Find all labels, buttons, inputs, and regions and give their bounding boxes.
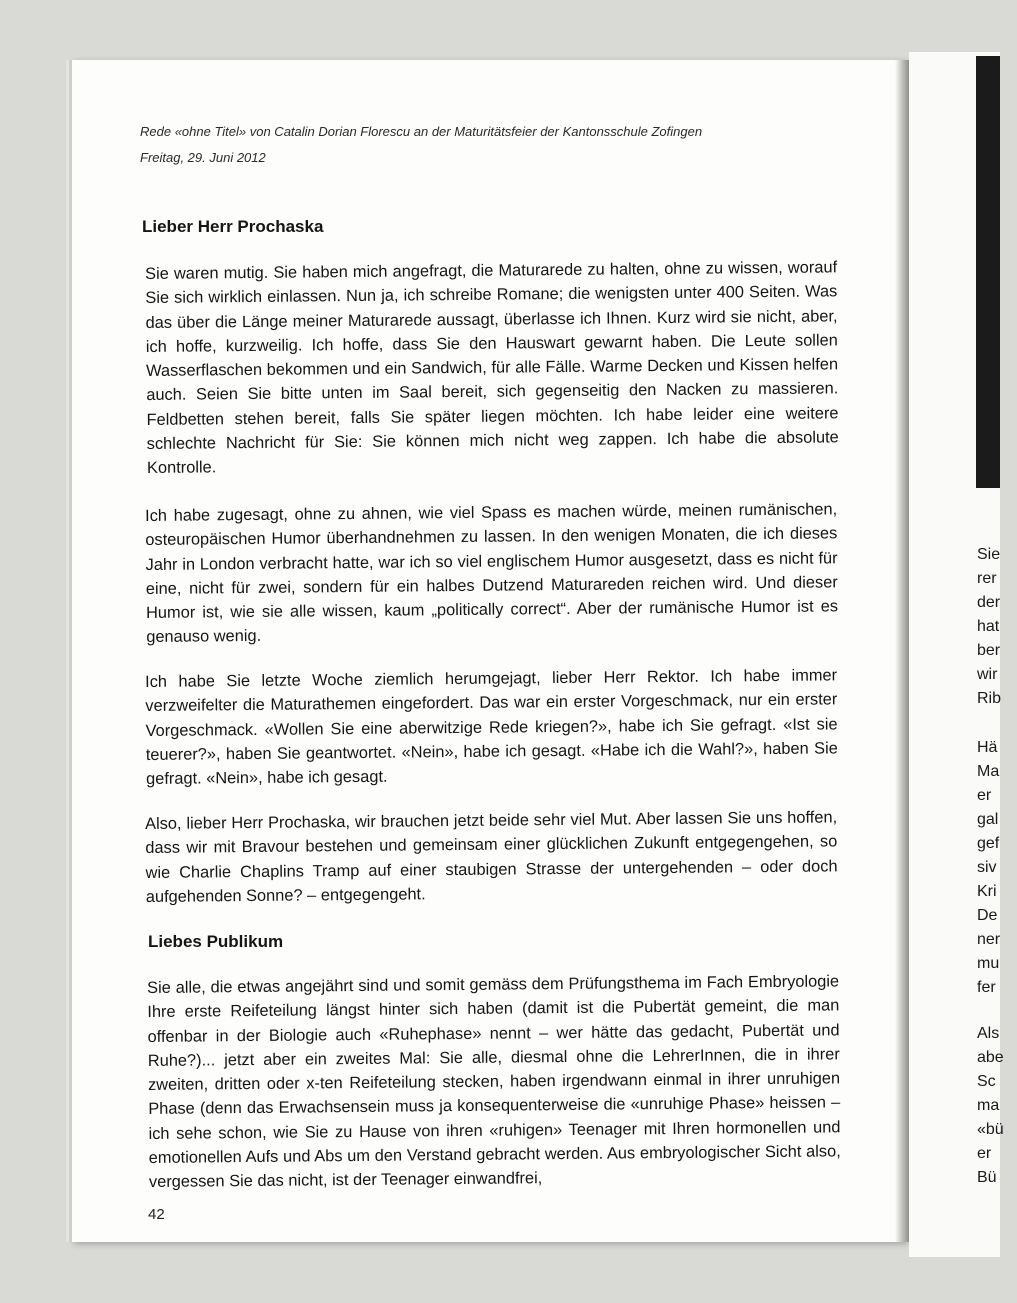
right-page-text-fragment: siv xyxy=(977,859,997,876)
paragraph: Sie alle, die etwas angejährt sind und somit gemäss dem Prüfungsthema im Fach Embryologie Ihre erste Reifeteilung längst hinter sich haben (damit ist die Pubertät gemeint, die man offenbar in der Biologie auch «Ruhephase» nennt – wer hätte das gedacht, Pubertät und Ruhe?)... jetzt aber ein zweites Mal: Sie alle, diesmal ohne die LehrerInnen, die in ihrer zweiten, dritten oder x-ten Reifeteilung stecken, haben irgendwann einmal in ihrer unruhigen Phase (denn das Erwachsensein muss ja konsequenterweise die «unruhige Phase» heissen – ich sehe schon, wie Sie zu Hause von ihren «ruhigen» Teenager mit Ihren hormonellen und emotionellen Aufs und Abs um den Verstand gebracht werden. Aus embryologischer Sicht also, vergessen Sie das nicht, ist der Teenager einwandfrei, xyxy=(147,972,841,1192)
right-page-text-fragment: Sc xyxy=(977,1073,996,1090)
section-heading: Liebes Publikum xyxy=(148,932,284,951)
right-page-text-fragment: ma xyxy=(977,1097,1000,1114)
section-heading: Lieber Herr Prochaska xyxy=(142,217,324,236)
right-page-text-fragment: mu xyxy=(977,955,1000,972)
paragraph: Ich habe zugesagt, ohne zu ahnen, wie viel Spass es machen würde, meinen rumänischen, osteuropäischen Humor überhandnehmen zu lassen. In den wenigen Monaten, die ich dieses Jahr in London verbracht hatte, war ich so viel englischem Humor ausgesetzt, dass es nicht für eine, nicht für zwei, sondern für ein halbes Dutzend Maturareden reichen wird. Und dieser Humor ist, wie sie alle wissen, kaum „politically correct“. Aber der rumänische Humor ist es genauso wenig. xyxy=(145,500,839,647)
right-page-text-fragment: gef xyxy=(977,835,1000,852)
paragraph: Sie waren mutig. Sie haben mich angefragt, die Maturarede zu halten, ohne zu wissen, worauf Sie sich wirklich einlassen. Nun ja, ich schreibe Romane; die wenigsten unter 400 Seiten. Was das über die Länge meiner Maturarede aussagt, überlasse ich Ihnen. Kurz wird sie nicht, aber, ich hoffe, kurzweilig. Ich hoffe, dass Sie den Hauswart gewarnt haben. Die Leute sollen Wasserflaschen bekommen und ein Sandwich, für alle Fälle. Warme Decken und Kissen helfen auch. Seien Sie bitte unten im Saal bereit, sich gegenseitig den Nacken zu massieren. Feldbetten stehen bereit, falls Sie später liegen möchten. Ich habe leider eine weitere schlechte Nachricht für Sie: Sie können mich nicht weg zappen. Ich habe die absolute Kontrolle. xyxy=(145,258,839,478)
right-page-text-fragment: hat xyxy=(977,618,1000,635)
speech-date: Freitag, 29. Juni 2012 xyxy=(140,150,266,165)
right-page-text-fragment: ber xyxy=(977,642,1001,659)
right-page-text-fragment: De xyxy=(977,907,998,924)
right-page-text-fragment: rer xyxy=(977,570,997,587)
right-page-text-fragment: abe xyxy=(977,1049,1004,1066)
right-page-text-fragment: ner xyxy=(977,931,1001,948)
right-page-text-fragment: der xyxy=(977,594,1001,611)
speech-title: Rede «ohne Titel» von Catalin Dorian Florescu an der Maturitätsfeier der Kantonsschule Zofingen xyxy=(140,124,703,139)
right-page-text-fragment: Als xyxy=(977,1025,1000,1042)
right-page-text-fragment: er xyxy=(977,1145,992,1162)
paragraph: Ich habe Sie letzte Woche ziemlich herumgejagt, lieber Herr Rektor. Ich habe immer verzweifelter die Maturathemen eingefordert. Das war ein erster Vorgeschmack, nur ein erster Vorgeschmack. «Wollen Sie eine aberwitzige Rede kriegen?», habe ich Sie gefragt. «Ist sie teuerer?», haben Sie geantwortet. «Nein», habe ich gesagt. «Habe ich die Wahl?», haben Sie gefragt. «Nein», habe ich gesagt. xyxy=(145,666,838,789)
right-page-text-fragment: Bü xyxy=(977,1169,997,1186)
right-page-text-fragment: Kri xyxy=(977,883,997,900)
page-number: 42 xyxy=(148,1206,165,1223)
book-spine xyxy=(895,60,909,1242)
paragraph: Also, lieber Herr Prochaska, wir brauchen jetzt beide sehr viel Mut. Aber lassen Sie uns hoffen, dass wir mit Bravour bestehen und gemeinsam einer glücklichen Zukunft entgegengehen, so wie Charlie Chaplins Tramp auf einer staubigen Strasse der untergehenden – oder doch aufgehenden Sonne? – entgegengeht. xyxy=(145,808,838,906)
right-page-text-fragment: wir xyxy=(977,666,998,683)
right-page-text-fragment: er xyxy=(977,787,992,804)
right-page-text-fragment: Hä xyxy=(977,739,998,756)
right-page-text-fragment: Sie xyxy=(977,546,1001,563)
right-page-text-fragment: «bü xyxy=(977,1121,1004,1138)
right-page-text-fragment: fer xyxy=(977,979,996,996)
right-page-text-fragment: gal xyxy=(977,811,999,828)
right-page-text-fragment: Ma xyxy=(977,763,1000,780)
right-page-text-fragment: Rib xyxy=(977,690,1002,707)
right-page-photo-edge xyxy=(976,56,1000,488)
